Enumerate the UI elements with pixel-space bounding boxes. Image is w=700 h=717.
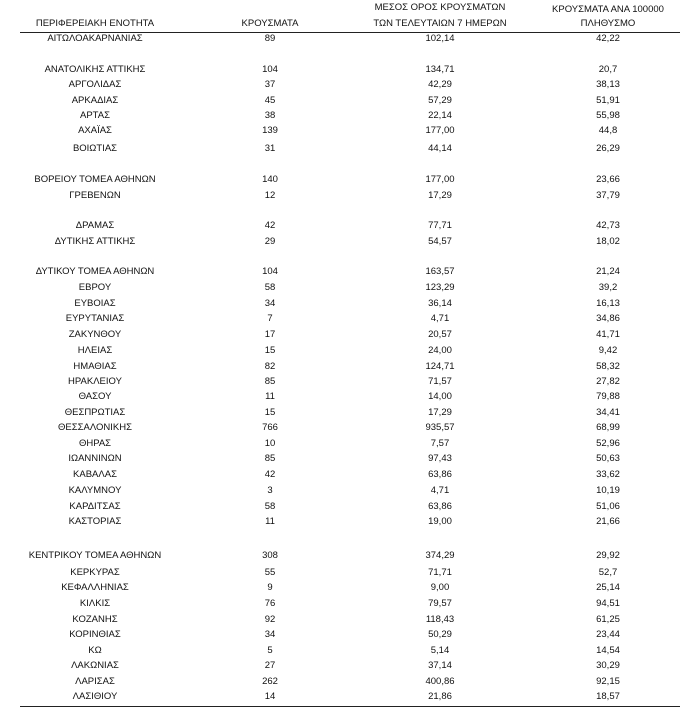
per100k-cell: 25,14	[596, 582, 620, 593]
region-cell: ΕΥΒΟΙΑΣ	[74, 298, 116, 309]
per100k-cell: 16,13	[596, 298, 620, 309]
per100k-cell: 41,71	[596, 329, 620, 340]
per100k-cell: 51,91	[596, 95, 620, 106]
avg-cell: 37,14	[428, 660, 452, 671]
per100k-cell: 39,2	[598, 282, 618, 293]
per100k-cell: 23,66	[596, 174, 620, 185]
table-row	[0, 375, 700, 389]
table-row	[0, 437, 700, 451]
per100k-cell: 68,99	[596, 422, 620, 433]
avg-cell: 177,00	[425, 174, 455, 185]
cases-cell: 17	[264, 329, 276, 340]
avg-cell: 19,00	[428, 516, 452, 527]
cases-cell: 15	[264, 407, 276, 418]
region-cell: ΚΟΡΙΝΘΙΑΣ	[69, 629, 121, 640]
header-region: ΠΕΡΙΦΕΡΕΙΑΚΗ ΕΝΟΤΗΤΑ	[35, 18, 155, 29]
per100k-cell: 55,98	[596, 110, 620, 121]
region-cell: ΛΑΚΩΝΙΑΣ	[71, 660, 119, 671]
avg-cell: 400,86	[425, 676, 455, 687]
per100k-cell: 21,24	[596, 266, 620, 277]
per100k-cell: 52,7	[598, 567, 618, 578]
region-cell: ΒΟΙΩΤΙΑΣ	[72, 143, 118, 154]
per100k-cell: 34,41	[596, 407, 620, 418]
table-row	[0, 142, 700, 156]
avg-cell: 21,86	[428, 691, 452, 702]
per100k-cell: 42,22	[596, 33, 620, 44]
avg-cell: 123,29	[425, 282, 455, 293]
avg-cell: 36,14	[428, 298, 452, 309]
table-row	[0, 675, 700, 689]
region-cell: ΘΑΣΟΥ	[78, 391, 112, 402]
per100k-cell: 14,54	[596, 645, 620, 656]
cases-cell: 34	[264, 629, 276, 640]
per100k-cell: 20,7	[598, 64, 618, 75]
header-per100k-line1: ΚΡΟΥΣΜΑΤΑ ΑΝΑ 100000	[552, 4, 664, 15]
table-row	[0, 328, 700, 342]
avg-cell: 71,57	[428, 376, 452, 387]
region-cell: ΗΛΕΙΑΣ	[77, 345, 113, 356]
avg-cell: 20,57	[428, 329, 452, 340]
cases-cell: 11	[265, 516, 275, 527]
region-cell: ΚΑΣΤΟΡΙΑΣ	[68, 516, 122, 527]
region-cell: ΚΩ	[88, 645, 102, 656]
avg-cell: 7,57	[430, 438, 450, 449]
region-cell: ΑΙΤΩΛΟΑΚΑΡΝΑΝΙΑΣ	[47, 33, 143, 44]
region-cell: ΗΡΑΚΛΕΙΟΥ	[68, 376, 122, 387]
region-cell: ΚΕΝΤΡΙΚΟΥ ΤΟΜΕΑ ΑΘΗΝΩΝ	[28, 550, 162, 561]
region-cell: ΛΑΣΙΘΙΟΥ	[72, 691, 118, 702]
region-cell: ΑΧΑΪΑΣ	[78, 125, 112, 136]
table-row	[0, 360, 700, 374]
region-cell: ΔΥΤΙΚΗΣ ΑΤΤΙΚΗΣ	[54, 236, 136, 247]
cases-cell: 55	[264, 567, 276, 578]
per100k-cell: 9,42	[598, 345, 618, 356]
per100k-cell: 23,44	[596, 629, 620, 640]
cases-cell: 10	[264, 438, 276, 449]
per100k-cell: 51,06	[596, 501, 620, 512]
header-cases: ΚΡΟΥΣΜΑΤΑ	[241, 18, 299, 29]
cases-cell: 104	[262, 64, 278, 75]
cases-cell: 7	[267, 313, 273, 324]
per100k-cell: 21,66	[596, 516, 620, 527]
cases-cell: 85	[264, 376, 276, 387]
avg-cell: 22,14	[428, 110, 452, 121]
cases-cell: 11	[265, 391, 275, 402]
per100k-cell: 61,25	[596, 614, 620, 625]
table-row	[0, 312, 700, 326]
region-cell: ΘΕΣΠΡΩΤΙΑΣ	[64, 407, 126, 418]
header-per100k-line2: ΠΛΗΘΥΣΜΟ	[580, 18, 636, 29]
cases-cell: 58	[264, 282, 276, 293]
avg-cell: 5,14	[430, 645, 450, 656]
cases-cell: 14	[264, 691, 276, 702]
avg-cell: 17,29	[428, 190, 452, 201]
avg-cell: 44,14	[428, 143, 452, 154]
avg-cell: 24,00	[428, 345, 452, 356]
cases-cell: 29	[264, 236, 276, 247]
region-cell: ΚΑΒΑΛΑΣ	[73, 469, 117, 480]
table-row	[0, 659, 700, 673]
per100k-cell: 50,63	[596, 453, 620, 464]
table-row	[0, 219, 700, 233]
per100k-cell: 29,92	[596, 550, 620, 561]
avg-cell: 42,29	[428, 79, 452, 90]
cases-cell: 766	[262, 422, 278, 433]
avg-cell: 71,71	[428, 567, 452, 578]
table-row	[0, 406, 700, 420]
per100k-cell: 34,86	[596, 313, 620, 324]
cases-cell: 140	[262, 174, 278, 185]
table-row	[0, 109, 700, 123]
table-row	[0, 94, 700, 108]
table-row	[0, 500, 700, 514]
table-row	[0, 613, 700, 627]
cases-cell: 5	[267, 645, 273, 656]
cases-cell: 85	[264, 453, 276, 464]
avg-cell: 79,57	[428, 598, 452, 609]
per100k-cell: 33,62	[596, 469, 620, 480]
table-row	[0, 189, 700, 203]
region-cell: ΚΕΡΚΥΡΑΣ	[70, 567, 120, 578]
table-row	[0, 173, 700, 187]
avg-cell: 935,57	[425, 422, 455, 433]
avg-cell: 77,71	[428, 220, 452, 231]
avg-cell: 102,14	[425, 33, 455, 44]
region-cell: ΚΙΛΚΙΣ	[79, 598, 111, 609]
table-row	[0, 32, 700, 46]
per100k-cell: 18,57	[596, 691, 620, 702]
avg-cell: 50,29	[428, 629, 452, 640]
bottom-divider	[20, 706, 680, 707]
table-row	[0, 344, 700, 358]
per100k-cell: 92,15	[596, 676, 620, 687]
cases-cell: 58	[264, 501, 276, 512]
region-cell: ΖΑΚΥΝΘΟΥ	[68, 329, 122, 340]
cases-cell: 82	[264, 361, 276, 372]
avg-cell: 134,71	[425, 64, 455, 75]
avg-cell: 63,86	[428, 469, 452, 480]
cases-cell: 42	[264, 469, 276, 480]
region-cell: ΚΕΦΑΛΛΗΝΙΑΣ	[61, 582, 129, 593]
region-cell: ΑΡΓΟΛΙΔΑΣ	[68, 79, 122, 90]
table-row	[0, 581, 700, 595]
table-row	[0, 124, 700, 138]
cases-cell: 92	[264, 614, 276, 625]
table-row	[0, 265, 700, 279]
avg-cell: 14,00	[428, 391, 452, 402]
region-cell: ΕΥΡΥΤΑΝΙΑΣ	[65, 313, 125, 324]
table-row	[0, 390, 700, 404]
region-cell: ΗΜΑΘΙΑΣ	[73, 361, 117, 372]
cases-cell: 42	[264, 220, 276, 231]
region-cell: ΛΑΡΙΣΑΣ	[75, 676, 115, 687]
region-cell: ΔΥΤΙΚΟΥ ΤΟΜΕΑ ΑΘΗΝΩΝ	[35, 266, 155, 277]
cases-cell: 9	[267, 582, 273, 593]
per100k-cell: 30,29	[596, 660, 620, 671]
per100k-cell: 44,8	[598, 125, 618, 136]
table-row	[0, 63, 700, 77]
cases-cell: 308	[262, 550, 278, 561]
table-row	[0, 515, 700, 529]
cases-cell: 31	[264, 143, 276, 154]
cases-cell: 38	[264, 110, 276, 121]
region-cell: ΒΟΡΕΙΟΥ ΤΟΜΕΑ ΑΘΗΝΩΝ	[34, 174, 156, 185]
avg-cell: 9,00	[430, 582, 450, 593]
avg-cell: 57,29	[428, 95, 452, 106]
region-cell: ΑΝΑΤΟΛΙΚΗΣ ΑΤΤΙΚΗΣ	[44, 64, 146, 75]
cases-cell: 27	[264, 660, 276, 671]
region-cell: ΑΡΤΑΣ	[80, 110, 110, 121]
region-cell: ΘΗΡΑΣ	[78, 438, 112, 449]
cases-cell: 12	[264, 190, 276, 201]
per100k-cell: 79,88	[596, 391, 620, 402]
region-cell: ΓΡΕΒΕΝΩΝ	[69, 190, 121, 201]
table-row	[0, 452, 700, 466]
per100k-cell: 18,02	[596, 236, 620, 247]
header-avg-line2: ΤΩΝ ΤΕΛΕΥΤΑΙΩΝ 7 ΗΜΕΡΩΝ	[373, 18, 507, 29]
per100k-cell: 37,79	[596, 190, 620, 201]
per100k-cell: 10,19	[596, 485, 620, 496]
region-cell: ΙΩΑΝΝΙΝΩΝ	[68, 453, 122, 464]
avg-cell: 118,43	[425, 614, 455, 625]
table-row	[0, 549, 700, 563]
per100k-cell: 38,13	[596, 79, 620, 90]
region-cell: ΚΑΛΥΜΝΟΥ	[68, 485, 122, 496]
cases-cell: 45	[264, 95, 276, 106]
region-cell: ΘΕΣΣΑΛΟΝΙΚΗΣ	[58, 422, 132, 433]
table-row	[0, 690, 700, 704]
table-row	[0, 421, 700, 435]
table-row	[0, 78, 700, 92]
per100k-cell: 94,51	[596, 598, 620, 609]
avg-cell: 17,29	[428, 407, 452, 418]
per100k-cell: 26,29	[596, 143, 620, 154]
table-row	[0, 484, 700, 498]
cases-cell: 89	[264, 33, 276, 44]
cases-cell: 139	[262, 125, 278, 136]
cases-cell: 262	[262, 676, 278, 687]
avg-cell: 374,29	[425, 550, 455, 561]
avg-cell: 163,57	[425, 266, 455, 277]
per100k-cell: 27,82	[596, 376, 620, 387]
table-row	[0, 468, 700, 482]
table-row	[0, 235, 700, 249]
per100k-cell: 52,96	[596, 438, 620, 449]
avg-cell: 177,00	[425, 125, 455, 136]
cases-cell: 37	[264, 79, 276, 90]
avg-cell: 124,71	[425, 361, 455, 372]
region-cell: ΑΡΚΑΔΙΑΣ	[71, 95, 119, 106]
header-avg-line1: ΜΕΣΟΣ ΟΡΟΣ ΚΡΟΥΣΜΑΤΩΝ	[374, 2, 506, 13]
table-row	[0, 566, 700, 580]
table-row	[0, 297, 700, 311]
cases-cell: 34	[264, 298, 276, 309]
avg-cell: 97,43	[428, 453, 452, 464]
per100k-cell: 58,32	[596, 361, 620, 372]
table-row	[0, 597, 700, 611]
table-row	[0, 281, 700, 295]
region-cell: ΚΑΡΔΙΤΣΑΣ	[69, 501, 121, 512]
avg-cell: 4,71	[430, 485, 450, 496]
avg-cell: 54,57	[428, 236, 452, 247]
cases-cell: 15	[264, 345, 276, 356]
region-cell: ΔΡΑΜΑΣ	[75, 220, 115, 231]
region-cell: ΕΒΡΟΥ	[78, 282, 112, 293]
cases-cell: 76	[264, 598, 276, 609]
avg-cell: 63,86	[428, 501, 452, 512]
cases-cell: 3	[267, 485, 273, 496]
avg-cell: 4,71	[430, 313, 450, 324]
cases-cell: 104	[262, 266, 278, 277]
table-row	[0, 644, 700, 658]
per100k-cell: 42,73	[596, 220, 620, 231]
table-row	[0, 628, 700, 642]
region-cell: ΚΟΖΑΝΗΣ	[72, 614, 118, 625]
